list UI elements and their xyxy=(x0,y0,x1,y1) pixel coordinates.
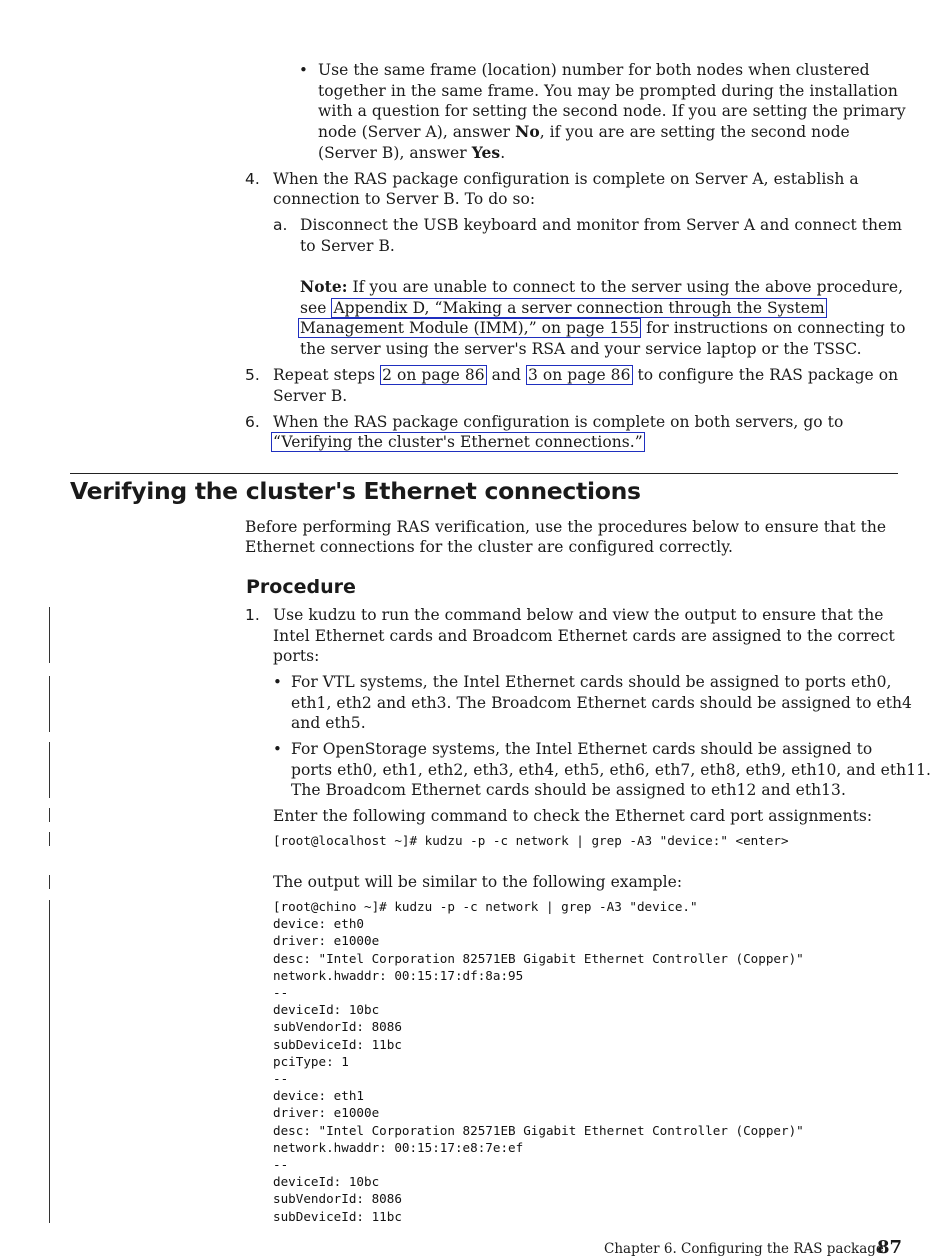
note-label: Note: xyxy=(300,277,348,296)
output-intro-text: The output will be similar to the following example: xyxy=(273,873,683,891)
bullet-symbol: • xyxy=(273,740,282,758)
proc-step-1-number: 1. xyxy=(245,606,260,624)
intro-line-2: Ethernet connections for the cluster are configured correctly. xyxy=(245,538,734,556)
step-4a-line-2: to Server B. xyxy=(300,237,395,255)
top-bullet-line-4: node (Server A), answer No, if you are are setting the second node xyxy=(318,122,850,141)
step-5-number: 5. xyxy=(245,366,260,384)
code-line: subDeviceId: 11bc xyxy=(273,1208,402,1224)
code-line: subDeviceId: 11bc xyxy=(273,1036,402,1052)
output-code-block xyxy=(273,898,804,1225)
code-line: deviceId: 10bc xyxy=(273,1002,380,1018)
code-line: pciType: 1 xyxy=(273,1053,349,1069)
code-line: network.hwaddr: 00:15:17:e8:7e:ef xyxy=(273,1139,524,1155)
section-title: Verifying the cluster's Ethernet connections xyxy=(70,477,641,505)
kudzu-command: [root@localhost ~]# kudzu -p -c network | grep -A3 "device:" <enter> xyxy=(273,833,789,848)
answer-no: No xyxy=(515,122,540,141)
appendix-d-link-cont[interactable]: Management Module (IMM),” on page 155 xyxy=(300,319,640,337)
code-line: driver: e1000e xyxy=(273,933,380,949)
step-3-link[interactable]: 3 on page 86 xyxy=(527,366,631,384)
step-4a-letter: a. xyxy=(273,216,288,234)
step-4-line-1: When the RAS package configuration is complete on Server A, establish a xyxy=(273,170,859,188)
verifying-ethernet-link[interactable]: “Verifying the cluster's Ethernet connections.” xyxy=(273,433,643,451)
page-number: 87 xyxy=(877,1237,903,1258)
step-4a-line-1: Disconnect the USB keyboard and monitor from Server A and connect them xyxy=(300,216,902,234)
enter-command-text: Enter the following command to check the Ethernet card port assignments: xyxy=(273,807,873,825)
step-5-line-2: Server B. xyxy=(273,387,348,405)
change-bar xyxy=(49,900,50,1223)
step-6-line-2 xyxy=(271,432,645,453)
proc-step-1-line-1: Use kudzu to run the command below and view the output to ensure that the xyxy=(273,606,884,624)
change-bar xyxy=(49,832,50,846)
answer-yes: Yes xyxy=(471,143,501,162)
openstorage-bullet-line-3: The Broadcom Ethernet cards should be assigned to eth12 and eth13. xyxy=(291,781,846,799)
step-5-line-1: Repeat steps 2 on page 86 and 3 on page 86 to configure the RAS package on xyxy=(273,366,899,384)
section-rule xyxy=(70,473,898,474)
bullet-symbol: • xyxy=(299,61,308,79)
code-line: -- xyxy=(273,1157,289,1173)
code-line: driver: e1000e xyxy=(273,1105,380,1121)
code-line: device: eth1 xyxy=(273,1088,364,1104)
vtl-bullet-line-3: and eth5. xyxy=(291,714,366,732)
step-4-number: 4. xyxy=(245,170,260,188)
code-line: -- xyxy=(273,985,289,1001)
vtl-bullet-line-2: eth1, eth2 and eth3. The Broadcom Ethernet cards should be assigned to eth4 xyxy=(291,694,912,712)
openstorage-bullet-line-1: For OpenStorage systems, the Intel Ethernet cards should be assigned to xyxy=(291,740,873,758)
code-line: device: eth0 xyxy=(273,916,364,932)
code-line: desc: "Intel Corporation 82571EB Gigabit Ethernet Controller (Copper)" xyxy=(273,1122,804,1138)
change-bar xyxy=(49,808,50,822)
top-bullet-line-1: Use the same frame (location) number for both nodes when clustered xyxy=(318,61,870,79)
note-line-4: the server using the server's RSA and your service laptop or the TSSC. xyxy=(300,340,862,358)
top-bullet-line-2: together in the same frame. You may be prompted during the installation xyxy=(318,82,898,100)
top-bullet-line-5: (Server B), answer Yes. xyxy=(318,143,506,162)
top-bullet-line-3: with a question for setting the second node. If you are setting the primary xyxy=(318,102,906,120)
appendix-d-link[interactable]: Appendix D, “Making a server connection through the System xyxy=(333,299,825,317)
step-4-line-2: connection to Server B. To do so: xyxy=(273,190,536,208)
change-bar xyxy=(49,742,50,798)
proc-step-1-line-2: Intel Ethernet cards and Broadcom Ethernet cards are assigned to the correct xyxy=(273,627,895,645)
openstorage-bullet-line-2: ports eth0, eth1, eth2, eth3, eth4, eth5, eth6, eth7, eth8, eth9, eth10, and eth11. xyxy=(291,761,931,779)
procedure-title: Procedure xyxy=(246,576,356,598)
note-line-3: Management Module (IMM),” on page 155 for instructions on connecting to xyxy=(300,319,906,337)
intro-line-1: Before performing RAS verification, use the procedures below to ensure that the xyxy=(245,518,887,536)
step-6-line-1: When the RAS package configuration is complete on both servers, go to xyxy=(273,413,844,431)
proc-step-1-line-3: ports: xyxy=(273,647,320,665)
change-bar xyxy=(49,676,50,732)
code-line: desc: "Intel Corporation 82571EB Gigabit Ethernet Controller (Copper)" xyxy=(273,950,804,966)
change-bar xyxy=(49,607,50,663)
code-line: subVendorId: 8086 xyxy=(273,1019,402,1035)
code-line: network.hwaddr: 00:15:17:df:8a:95 xyxy=(273,967,524,983)
code-line: subVendorId: 8086 xyxy=(273,1191,402,1207)
note-line-1: Note: If you are unable to connect to the server using the above procedure, xyxy=(300,277,904,296)
code-line: [root@chino ~]# kudzu -p -c network | grep -A3 "device." xyxy=(273,899,698,914)
change-bar xyxy=(49,875,50,889)
footer-chapter: Chapter 6. Configuring the RAS package xyxy=(604,1241,884,1257)
step-2-link[interactable]: 2 on page 86 xyxy=(382,366,485,384)
step-6-number: 6. xyxy=(245,413,260,431)
code-line: -- xyxy=(273,1071,289,1087)
bullet-symbol: • xyxy=(273,673,282,691)
code-line: deviceId: 10bc xyxy=(273,1174,380,1190)
vtl-bullet-line-1: For VTL systems, the Intel Ethernet cards should be assigned to ports eth0, xyxy=(291,673,892,691)
note-line-2: see Appendix D, “Making a server connection through the System xyxy=(300,299,825,317)
